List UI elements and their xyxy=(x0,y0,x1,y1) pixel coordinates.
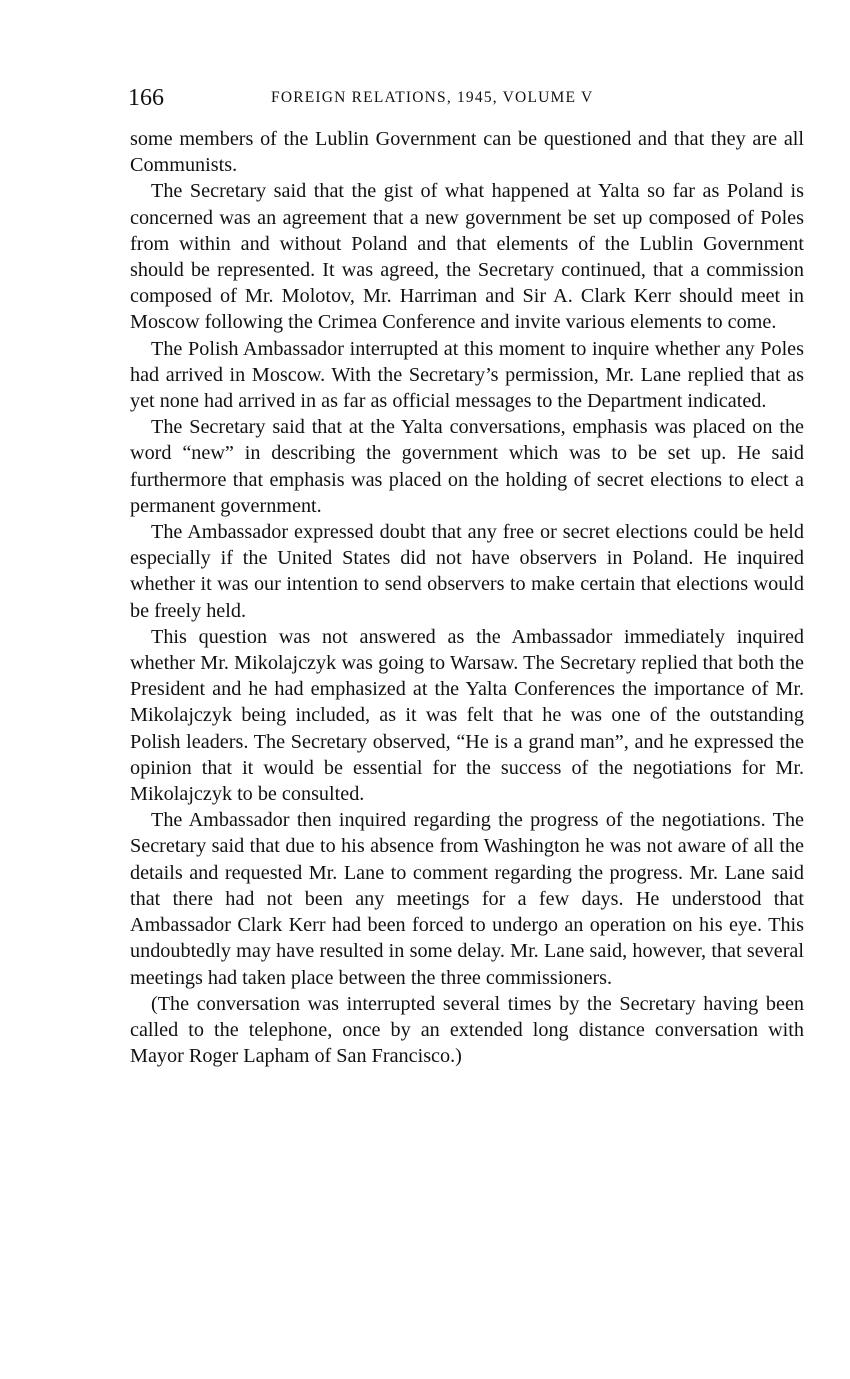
paragraph: The Secretary said that at the Yalta conversations, emphasis was placed on the word “new” in describing the government which was to be set up. He said furthermore that emphasis was placed on the holding of secret elections to elect a permanent government. xyxy=(130,416,804,517)
running-title: FOREIGN RELATIONS, 1945, VOLUME V xyxy=(271,89,594,106)
page-header xyxy=(128,84,808,112)
paragraph: some members of the Lublin Government can be questioned and that they are all Communists. xyxy=(130,128,804,177)
paragraph: (The conversation was interrupted several times by the Secretary having been called to the telephone, once by an extended long distance conversation with Mayor Roger Lapham of San Francisco.) xyxy=(130,992,804,1068)
paragraph: The Secretary said that the gist of what happened at Yalta so far as Poland is concerned was an agreement that a new government be set up composed of Poles from within and without Poland and that elements of the Lublin Government should be represented. It was agreed, the Secretary continued, that a commission composed of Mr. Molotov, Mr. Harriman and Sir A. Clark Kerr should meet in Moscow following the Crimea Conference and invite various elements to come. xyxy=(130,180,804,334)
paragraph: The Polish Ambassador interrupted at this moment to inquire whether any Poles had arrived in Moscow. With the Secretary’s permission, Mr. Lane replied that as yet none had arrived in as far as official messages to the Department indicated. xyxy=(130,337,804,413)
paragraph: The Ambassador expressed doubt that any free or secret elections could be held especially if the United States did not have observers in Poland. He inquired whether it was our intention to send observers to make certain that elections would be freely held. xyxy=(130,521,804,622)
page-number: 166 xyxy=(128,85,164,111)
paragraph: This question was not answered as the Ambassador immediately inquired whether Mr. Mikolajczyk was going to Warsaw. The Secretary replied that both the President and he had emphasized at the Yalta Conferences the importance of Mr. Mikolajczyk being included, as it was felt that he was one of the outstanding Polish leaders. The Secretary observed, “He is a grand man”, and he expressed the opinion that it would be essential for the success of the negotiations for Mr. Mikolajczyk to be consulted. xyxy=(130,625,804,806)
paragraph: The Ambassador then inquired regarding the progress of the negotiations. The Secretary said that due to his absence from Washington he was not aware of all the details and requested Mr. Lane to comment regarding the progress. Mr. Lane said that there had not been any meetings for a few days. He understood that Ambassador Clark Kerr had been forced to undergo an operation on his eye. This undoubtedly may have resulted in some delay. Mr. Lane said, however, that several meetings had taken place between the three commissioners. xyxy=(130,809,804,989)
document-body xyxy=(130,126,804,1069)
